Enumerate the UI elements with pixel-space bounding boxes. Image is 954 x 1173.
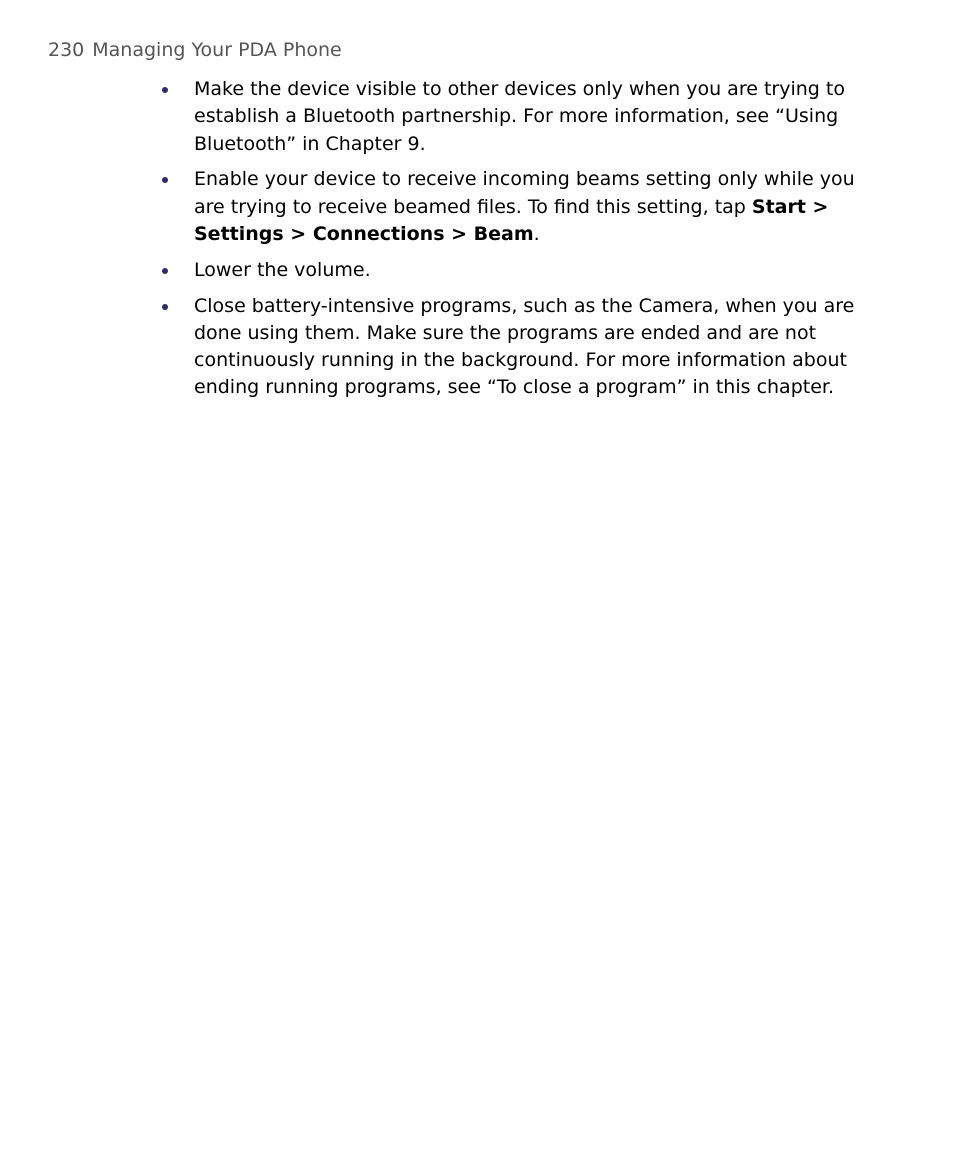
list-item-text-before: Enable your device to receive incoming beams setting only while you are trying to receive beamed files. To find this setting, tap <box>194 168 855 218</box>
bullet-icon <box>162 268 168 274</box>
menu-path: Start > Settings > Connections > Beam <box>194 195 829 245</box>
list-item-text <box>194 168 855 245</box>
list-item <box>162 166 862 248</box>
running-header <box>48 37 342 63</box>
list-item-text: Make the device visible to other devices only when you are trying to establish a Bluetooth partnership. For more information, see “Using Bluetooth” in Chapter 9. <box>194 78 845 155</box>
bullet-icon <box>162 87 168 93</box>
list-item <box>162 76 862 158</box>
tips-bullet-list <box>162 76 862 410</box>
section-title: Managing Your PDA Phone <box>92 39 342 61</box>
bullet-icon <box>162 177 168 183</box>
list-item-text-after: . <box>533 222 540 245</box>
list-item <box>162 293 862 402</box>
list-item-text: Lower the volume. <box>194 258 371 281</box>
list-item-text: Close battery-intensive programs, such as the Camera, when you are done using them. Make sure the programs are ended and are not continuously running in the background. For more information about ending running programs, see “To close a program” in this chapter. <box>194 294 855 399</box>
page-number: 230 <box>48 39 85 61</box>
list-item <box>162 257 862 284</box>
bullet-icon <box>162 304 168 310</box>
